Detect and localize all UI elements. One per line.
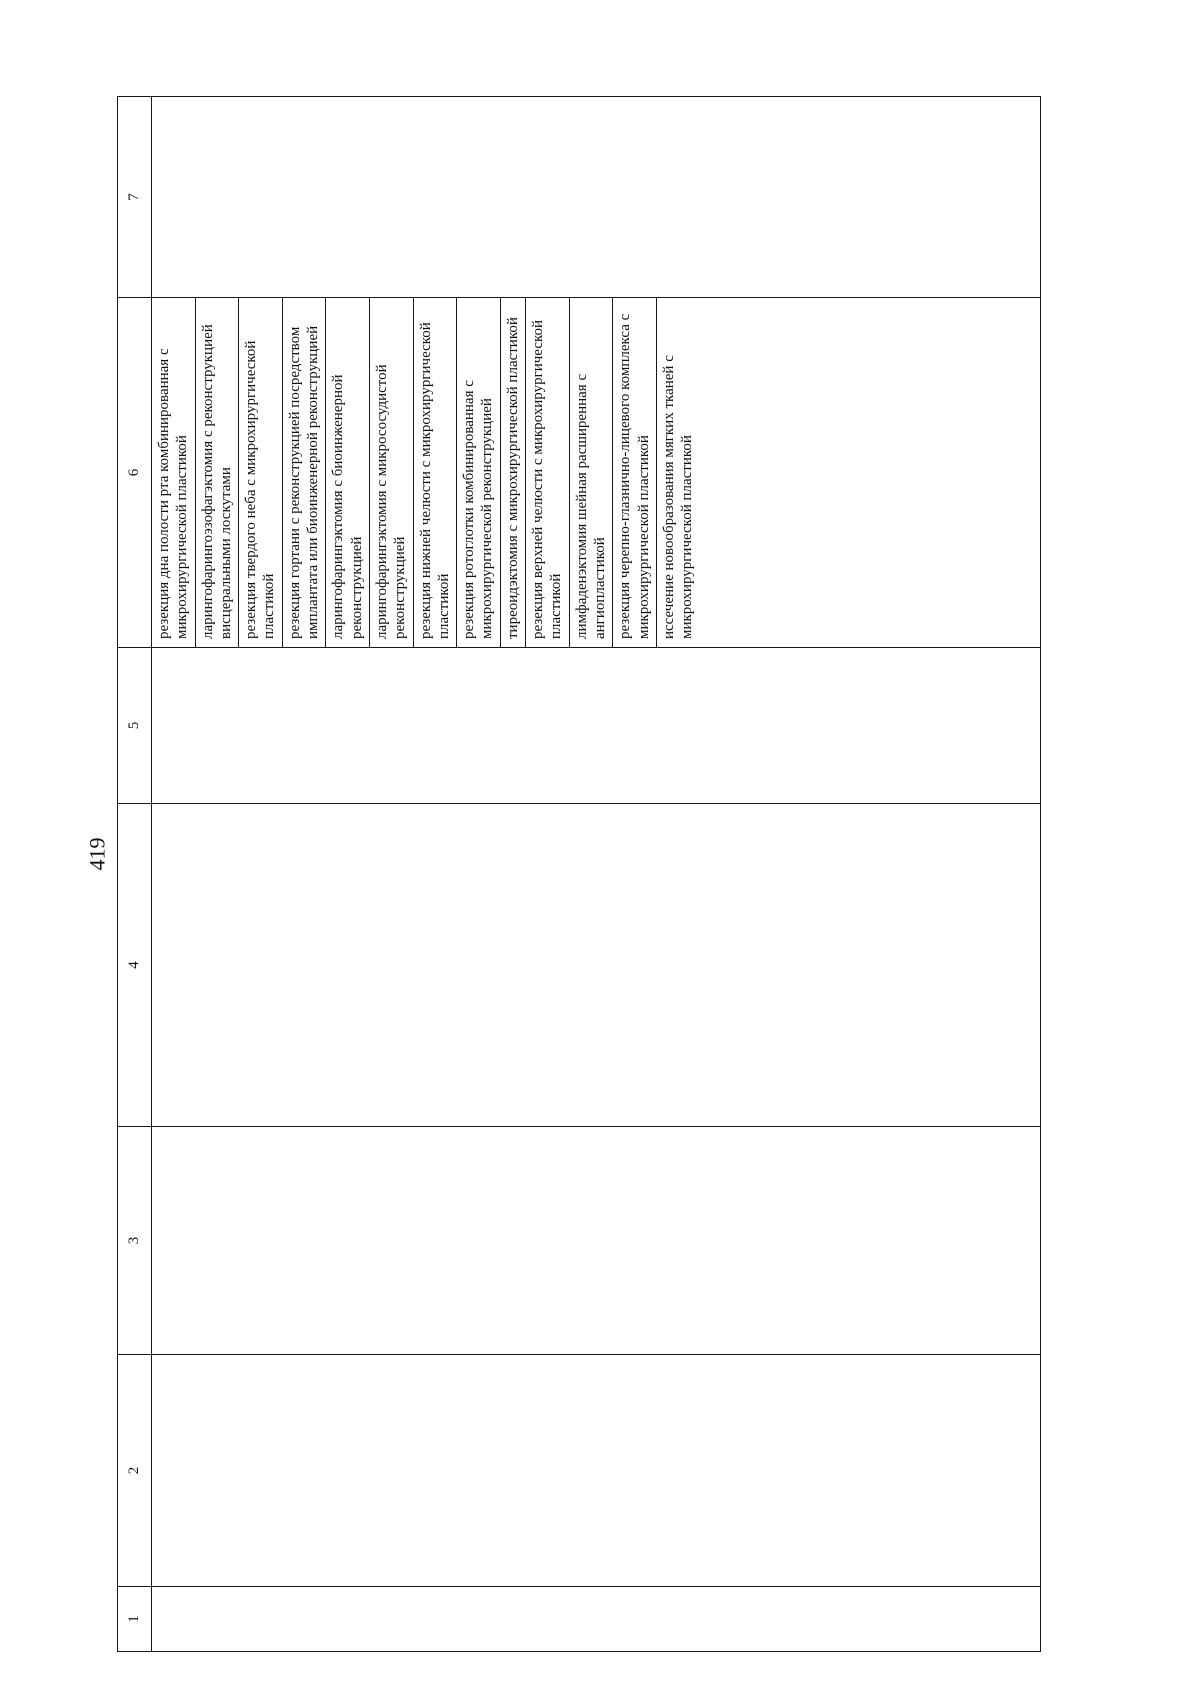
procedure-item: лимфаденэктомия шейная расширенная с ангиопластикой (570, 298, 614, 647)
header-col-1: 1 (118, 1587, 152, 1652)
procedure-item: резекция нижней челюсти с микрохирургической пластикой (414, 298, 458, 647)
cell-col-1 (152, 1587, 1041, 1652)
cell-col-2 (152, 1355, 1041, 1587)
procedure-list (152, 298, 1040, 647)
cell-col-5 (152, 648, 1041, 804)
header-col-3: 3 (118, 1127, 152, 1355)
procedure-item: резекция дна полости рта комбинированная с микрохирургической пластикой (152, 298, 196, 647)
header-row (118, 97, 152, 1652)
header-col-2: 2 (118, 1355, 152, 1587)
procedure-item: резекция черепно-глазнично-лицевого комплекса с микрохирургической пластикой (613, 298, 657, 647)
cell-col-3 (152, 1127, 1041, 1355)
header-col-5: 5 (118, 648, 152, 804)
procedure-item: ларингофарингоэзофагэктомия с реконструкцией висцеральными лоскутами (196, 298, 240, 647)
procedure-item: тиреоидэктомия с микрохирургической пластикой (501, 298, 526, 647)
header-col-6: 6 (118, 298, 152, 648)
procedure-item: резекция твердого неба с микрохирургической пластикой (239, 298, 283, 647)
cell-col-6 (152, 298, 1041, 648)
header-col-4: 4 (118, 804, 152, 1127)
procedure-item: резекция верхней челюсти с микрохирургической пластикой (526, 298, 570, 647)
procedure-item: резекция гортани с реконструкцией посредством имплантата или биоинженерной реконструкцией (283, 298, 327, 647)
procedure-item: ларингофарингэктомия с биоинженерной реконструкцией (326, 298, 370, 647)
procedures-table (117, 96, 1041, 1652)
page-number: 419 (84, 837, 110, 871)
table-wrapper (117, 97, 1040, 1652)
procedure-item: иссечение новообразования мягких тканей с микрохирургической пластикой (660, 355, 696, 639)
procedure-item: ларингофарингэктомия с микрососудистой реконструкцией (370, 298, 414, 647)
header-col-7: 7 (118, 97, 152, 298)
procedure-item: резекция ротоглотки комбинированная с микрохирургической реконструкцией (457, 298, 501, 647)
table-row (152, 97, 1041, 1652)
cell-col-7 (152, 97, 1041, 298)
cell-col-4 (152, 804, 1041, 1127)
